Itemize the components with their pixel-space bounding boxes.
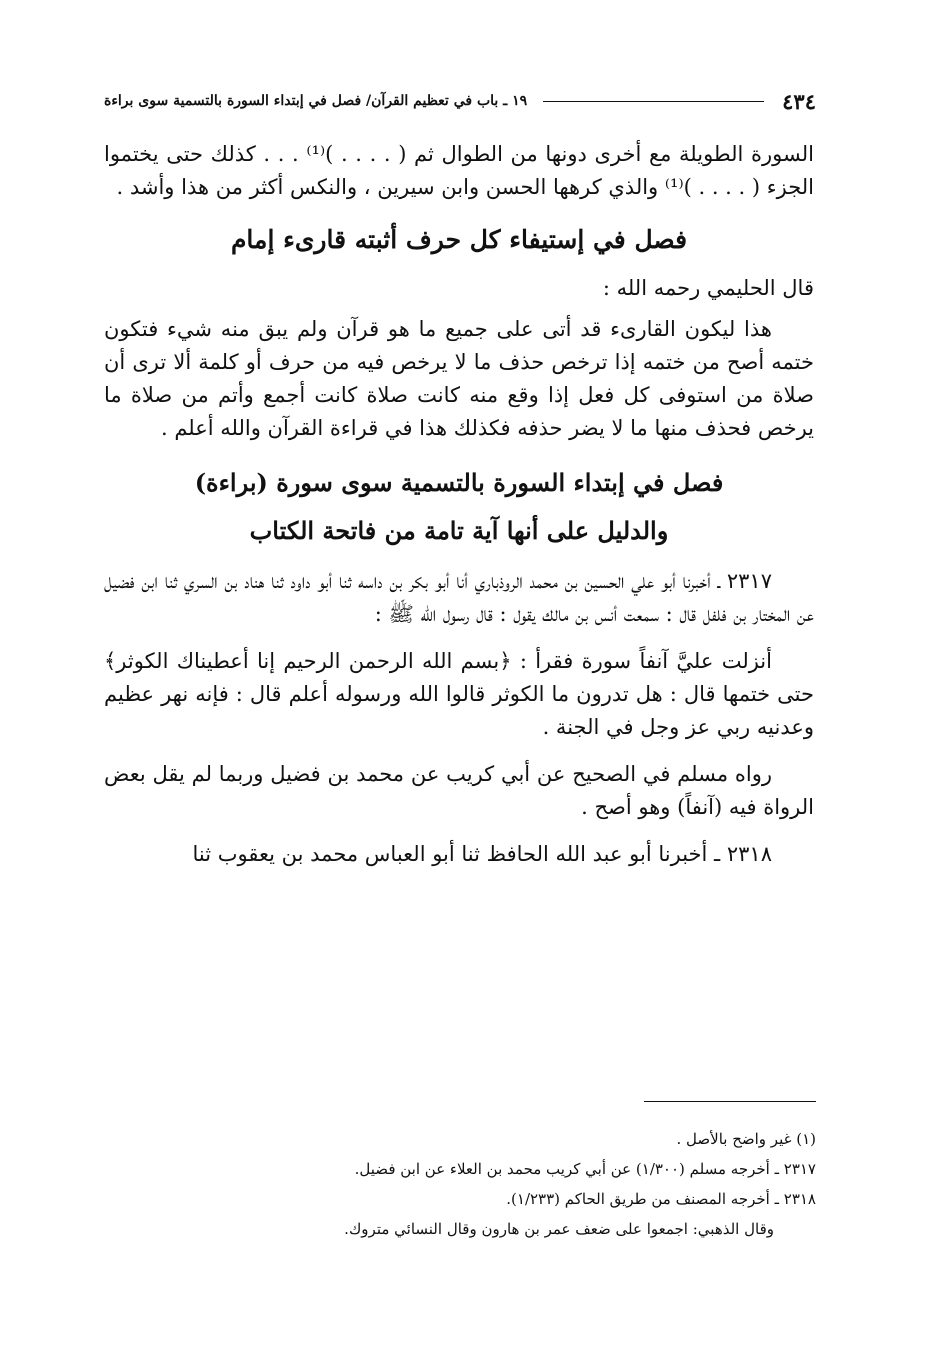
- section-heading-2-line-2: والدليل على أنها آية تامة من فاتحة الكتاب: [249, 516, 669, 545]
- footnote-2318: ٢٣١٨ ـ أخرجه المصنف من طريق الحاكم (١/٢٣٣).: [506, 1190, 816, 1208]
- paragraph-3: هذا ليكون القارىء قد أتى على جميع ما هو قرآن ولم يبق منه شيء فتكون ختمه أصح من ختمه إذا ترخص حذف ما لا يرخص فيه من حرف أو كلمة ألا ترى أن صلاة من استوفى كل فعل إذا وقع منه كانت صلاة كانت أجمع وأتم من صلاة ما يرخص فحذف منها ما لا يضر حذفه فكذلك هذا في قراءة القرآن والله أعلم .: [104, 317, 815, 440]
- section-heading-2-line-1: فصل في إبتداء السورة بالتسمية سوى سورة (براءة): [194, 468, 724, 497]
- hadith-2317: ٢٣١٧ ـ أخبرنا أبو علي الحسين بن محمد الروذباري أنا أبو بكر بن داسه ثنا أبو داود ثنا هناد بن السري ثنا ابن فضيل عن المختار بن فلفل قال : سمعت أنس بن مالك يقول : قال رسول الله ﷺ :: [104, 569, 814, 626]
- main-text: [104, 138, 814, 885]
- footnotes: [104, 1124, 816, 1244]
- paragraph-2: قال الحليمي رحمه الله :: [602, 276, 814, 300]
- footnote-dhahabi: وقال الذهبي: اجمعوا على ضعف عمر بن هارون وقال النسائي متروك.: [344, 1220, 774, 1238]
- footnote-rule: [644, 1101, 816, 1102]
- running-title: ١٩ ـ باب في تعظيم القرآن/ فصل في إبتداء السورة بالتسمية سوى براءة: [104, 93, 528, 109]
- running-header: [104, 86, 816, 116]
- footnote-1: (١) غير واضح بالأصل .: [676, 1130, 816, 1148]
- section-heading-2: [104, 459, 814, 555]
- hadith-text: أنزلت عليَّ آنفاً سورة فقرأ : ﴿بسم الله الرحمن الرحيم إنا أعطيناك الكوثر﴾ حتى ختمها قال : هل تدرون ما الكوثر قالوا الله ورسوله أعلم قال : فإنه نهر عظيم وعدنيه ربي عز وجل في الجنة .: [104, 649, 814, 739]
- section-heading-1: فصل في إستيفاء كل حرف أثبته قارىء إمام: [230, 225, 688, 254]
- narration-note: رواه مسلم في الصحيح عن أبي كريب عن محمد بن فضيل وربما لم يقل بعض الرواة فيه (آنفاً) وهو أصح .: [104, 762, 814, 819]
- footnote-2317: ٢٣١٧ ـ أخرجه مسلم (١/٣٠٠) عن أبي كريب محمد بن العلاء عن ابن فضيل.: [354, 1160, 816, 1178]
- hadith-2318: ٢٣١٨ ـ أخبرنا أبو عبد الله الحافظ ثنا أبو العباس محمد بن يعقوب ثنا: [192, 842, 772, 866]
- paragraph-1: السورة الطويلة مع أخرى دونها من الطوال ثم ( . . . . )⁽¹⁾ . . . كذلك حتى يختموا الجزء ( . . . . )⁽¹⁾ والذي كرهها الحسن وابن سيرين ، والنكس أكثر من هذا وأشد .: [104, 142, 814, 199]
- header-rule: [543, 101, 764, 102]
- page-number: ٤٣٤: [782, 88, 816, 114]
